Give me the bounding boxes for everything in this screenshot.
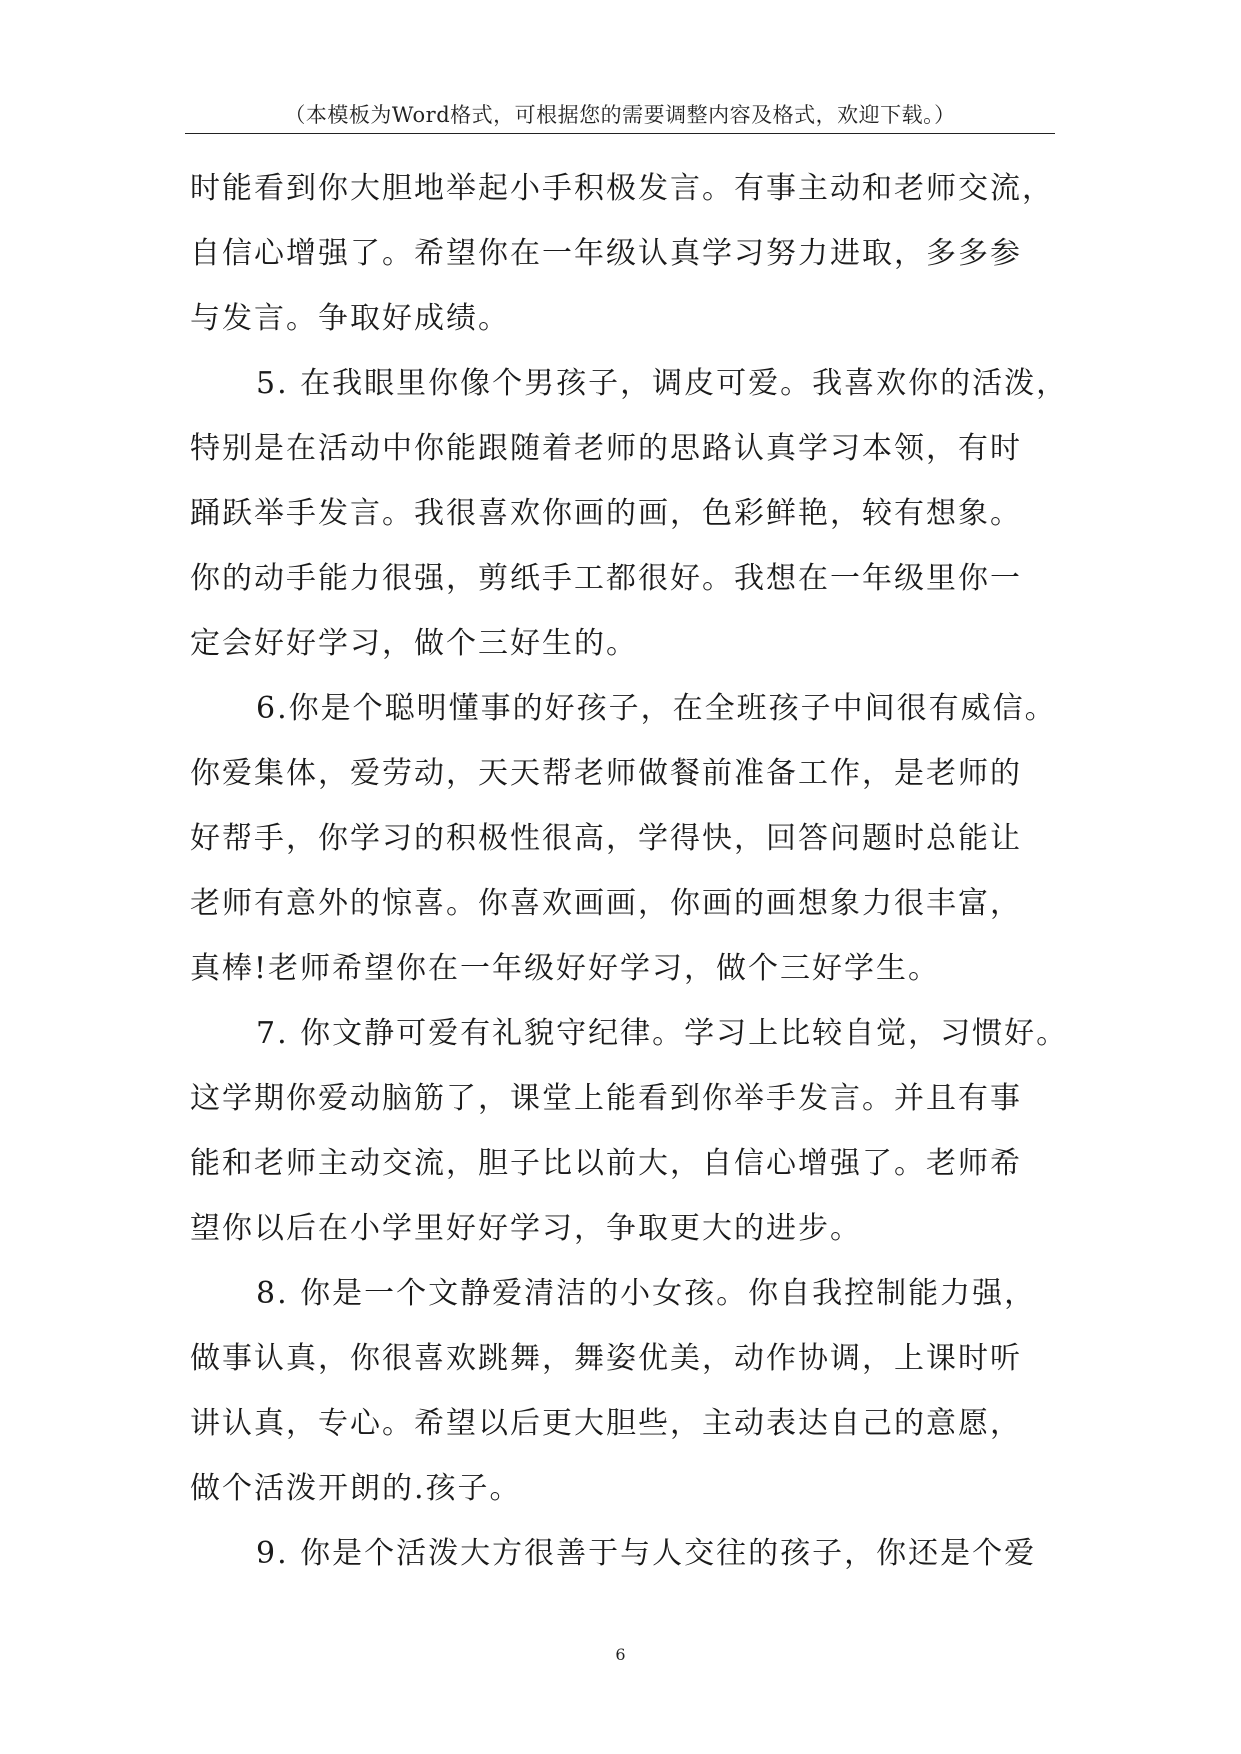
text-line: 你的动手能力很强，剪纸手工都很好。我想在一年级里你一 <box>190 561 1022 596</box>
text-line: 6.你是个聪明懂事的好孩子，在全班孩子中间很有威信。 <box>256 691 1057 726</box>
text-line: 8. 你是一个文静爱清洁的小女孩。你自我控制能力强， <box>256 1276 1037 1311</box>
body-text <box>190 156 1090 1586</box>
text-line: 做事认真，你很喜欢跳舞，舞姿优美，动作协调，上课时听 <box>190 1341 1022 1376</box>
text-line: 特别是在活动中你能跟随着老师的思路认真学习本领，有时 <box>190 431 1022 466</box>
text-line: 真棒!老师希望你在一年级好好学习，做个三好学生。 <box>190 951 941 986</box>
text-line: 这学期你爱动脑筋了，课堂上能看到你举手发言。并且有事 <box>190 1081 1022 1116</box>
text-line: 定会好好学习，做个三好生的。 <box>190 626 638 661</box>
text-line: 时能看到你大胆地举起小手积极发言。有事主动和老师交流， <box>190 171 1054 206</box>
text-line: 9. 你是个活泼大方很善于与人交往的孩子，你还是个爱 <box>256 1536 1037 1571</box>
text-line: 老师有意外的惊喜。你喜欢画画，你画的画想象力很丰富， <box>190 886 1022 921</box>
text-line: 你爱集体，爱劳动，天天帮老师做餐前准备工作，是老师的 <box>190 756 1022 791</box>
text-line: 踊跃举手发言。我很喜欢你画的画，色彩鲜艳，较有想象。 <box>190 496 1022 531</box>
text-line: 讲认真，专心。希望以后更大胆些，主动表达自己的意愿， <box>190 1406 1022 1441</box>
text-line: 好帮手，你学习的积极性很高，学得快，回答问题时总能让 <box>190 821 1022 856</box>
page-number: 6 <box>615 1645 626 1664</box>
header-divider <box>185 133 1055 134</box>
text-line: 自信心增强了。希望你在一年级认真学习努力进取，多多参 <box>190 236 1022 271</box>
text-line: 做个活泼开朗的.孩子。 <box>190 1471 522 1506</box>
text-line: 望你以后在小学里好好学习，争取更大的进步。 <box>190 1211 862 1246</box>
text-line: 7. 你文静可爱有礼貌守纪律。学习上比较自觉，习惯好。 <box>256 1016 1069 1051</box>
text-line: 5. 在我眼里你像个男孩子，调皮可爱。我喜欢你的活泼， <box>256 366 1069 401</box>
header-note: （本模板为Word格式，可根据您的需要调整内容及格式，欢迎下载。） <box>284 103 956 127</box>
text-line: 与发言。争取好成绩。 <box>190 301 510 336</box>
text-line: 能和老师主动交流，胆子比以前大，自信心增强了。老师希 <box>190 1146 1022 1181</box>
